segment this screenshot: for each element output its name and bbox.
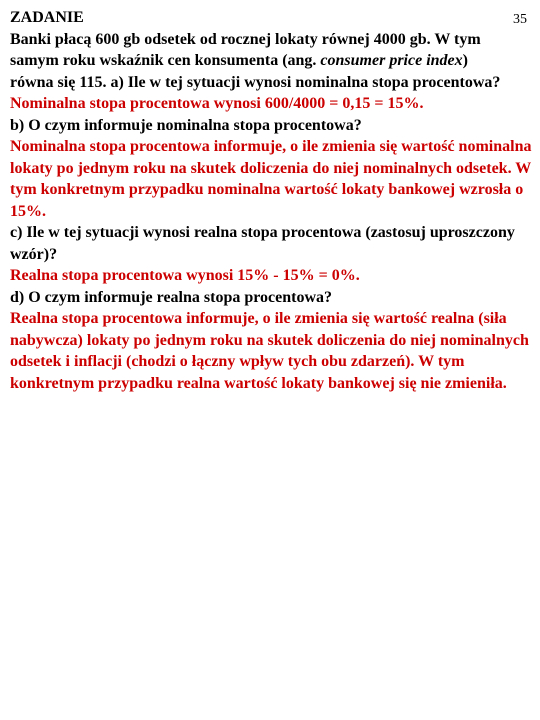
answer-b: Nominalna stopa procentowa informuje, o ile zmienia się wartość nominalna lokaty po jednym roku na skutek doliczenia do niej nominalnych odsetek. W tym konkretnym przypadku nominalna wartość lokaty bankowej wzrosła o 15%. — [10, 138, 532, 220]
question-d: d) O czym informuje realna stopa procentowa? — [10, 288, 333, 306]
question-intro-text-2: ) równa się 115. a) Ile w tej sytuacji wynosi nominalna stopa procentowa? — [10, 52, 501, 91]
question-c: c) Ile w tej sytuacji wynosi realna stopa procentowa (zastosuj uproszczony wzór)? — [10, 224, 515, 263]
answer-d: Realna stopa procentowa informuje, o ile zmienia się wartość realna (siła nabywcza) lokaty po jednym roku na skutek doliczenia do niej nominalnych odsetek i inflacji (chodzi o łączny wpływ tych obu zdarzeń). W tym konkretnym przypadku realna wartość lokaty bankowej się nie zmieniła. — [10, 310, 529, 392]
page-number: 35 — [513, 12, 527, 27]
question-intro-text-1: Banki płacą 600 gb odsetek od rocznej lokaty równej 4000 gb. W tym samym roku wskaźnik cen konsumenta (ang. — [10, 30, 481, 69]
question-intro-term: consumer price index — [320, 52, 463, 69]
task-title: ZADANIE — [10, 9, 84, 26]
slide-content — [10, 7, 532, 394]
answer-c: Realna stopa procentowa wynosi 15% - 15% = 0%. — [10, 267, 360, 284]
question-intro — [10, 29, 515, 94]
answer-a: Nominalna stopa procentowa wynosi 600/4000 = 0,15 = 15%. — [10, 95, 424, 112]
question-b: b) O czym informuje nominalna stopa procentowa? — [10, 116, 362, 134]
